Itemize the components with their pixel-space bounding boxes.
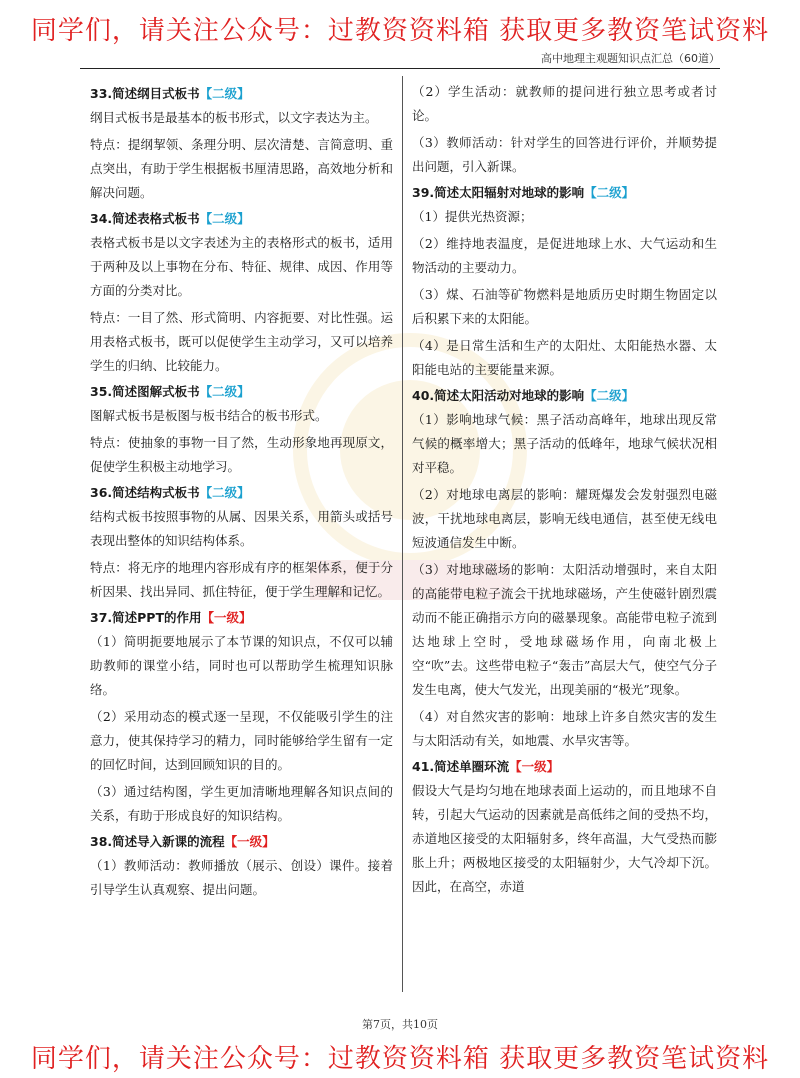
running-header: 高中地理主观题知识点汇总（60道） bbox=[541, 52, 720, 65]
promo-banner-bottom: 同学们，请关注公众号：过教资资料箱 获取更多教资笔试资料 bbox=[30, 1044, 770, 1074]
question-38-heading: 38.简述导入新课的流程 bbox=[90, 834, 225, 849]
header-rule bbox=[80, 68, 720, 69]
question-34-level-badge: 【二级】 bbox=[199, 211, 250, 226]
question-38-level-badge: 【一级】 bbox=[224, 834, 275, 849]
question-40-para-4: （4）对自然灾害的影响：地球上许多自然灾害的发生与太阳活动有关，如地震、水旱灾害等。 bbox=[412, 709, 717, 748]
question-41-level-badge: 【一级】 bbox=[509, 759, 560, 774]
question-36-level-badge: 【二级】 bbox=[199, 485, 250, 500]
question-36-heading: 36.简述结构式板书 bbox=[90, 485, 200, 500]
promo-banner-top: 同学们，请关注公众号：过教资资料箱 获取更多教资笔试资料 bbox=[30, 16, 770, 46]
question-35-heading: 35.简述图解式板书 bbox=[90, 384, 200, 399]
question-35-para-1: 图解式板书是板图与板书结合的板书形式。 bbox=[90, 408, 328, 423]
question-39-heading: 39.简述太阳辐射对地球的影响 bbox=[412, 185, 585, 200]
question-37-para-1: （1）简明扼要地展示了本节课的知识点，不仅可以辅助教师的课堂小结，同时也可以帮助学生梳理知识脉络。 bbox=[90, 634, 393, 697]
question-33-para-1: 纲目式板书是最基本的板书形式，以文字表达为主。 bbox=[90, 110, 378, 125]
question-39-para-3: （3）煤、石油等矿物燃料是地质历史时期生物固定以后积累下来的太阳能。 bbox=[412, 287, 717, 326]
question-40-title bbox=[412, 386, 717, 406]
question-37-para-3: （3）通过结构图，学生更加清晰地理解各知识点间的关系，有助于形成良好的知识结构。 bbox=[90, 784, 393, 823]
question-39-level-badge: 【二级】 bbox=[584, 185, 635, 200]
question-41-heading: 41.简述单圈环流 bbox=[412, 759, 510, 774]
question-40-para-3: （3）对地球磁场的影响：太阳活动增强时，来自太阳的高能带电粒子流会干扰地球磁场，产生使磁针剧烈震动而不能正确指示方向的磁暴现象。高能带电粒子流到达地球上空时，受地球磁场作用，向南北极上空“吹”去。这些带电粒子“轰击”高层大气，使空气分子发生电离，使大气发光，出现美丽的“极光”现象。 bbox=[412, 562, 717, 697]
question-40-para-1: （1）影响地球气候：黑子活动高峰年，地球出现反常气候的概率增大；黑子活动的低峰年，地球气候状况相对平稳。 bbox=[412, 412, 717, 475]
left-column bbox=[90, 80, 393, 992]
question-38-para-1: （1）教师活动：教师播放（展示、创设）课件。接着引导学生认真观察、提出问题。 bbox=[90, 858, 393, 897]
right-column bbox=[412, 80, 717, 992]
question-33-heading: 33.简述纲目式板书 bbox=[90, 86, 200, 101]
question-34-heading: 34.简述表格式板书 bbox=[90, 211, 200, 226]
question-40-para-2: （2）对地球电离层的影响：耀斑爆发会发射强烈电磁波，干扰地球电离层，影响无线电通信，甚至使无线电短波通信发生中断。 bbox=[412, 487, 717, 550]
question-39-para-2: （2）维持地表温度，是促进地球上水、大气运动和生物活动的主要动力。 bbox=[412, 236, 717, 275]
question-41-para-1: 假设大气是均匀地在地球表面上运动的，而且地球不自转，引起大气运动的因素就是高低纬之间的受热不均，赤道地区接受的太阳辐射多，终年高温，大气受热而膨胀上升；两极地区接受的太阳辐射少，大气冷却下沉。因此，在高空，赤道 bbox=[412, 783, 717, 894]
question-34-para-2: 特点：一目了然、形式简明、内容扼要、对比性强。运用表格式板书，既可以促使学生主动学习，又可以培养学生的归纳、比较能力。 bbox=[90, 310, 393, 373]
question-36-para-2: 特点：将无序的地理内容形成有序的框架体系，便于分析因果、找出异同、抓住特征，便于学生理解和记忆。 bbox=[90, 560, 393, 599]
question-34-title bbox=[90, 209, 393, 229]
question-39-para-4: （4）是日常生活和生产的太阳灶、太阳能热水器、太阳能电站的主要能量来源。 bbox=[412, 338, 717, 377]
question-33-level-badge: 【二级】 bbox=[199, 86, 250, 101]
question-38-para-3: （3）教师活动：针对学生的回答进行评价，并顺势提出问题，引入新课。 bbox=[412, 135, 717, 174]
question-35-title bbox=[90, 382, 393, 402]
question-39-title bbox=[412, 183, 717, 203]
question-34-para-1: 表格式板书是以文字表述为主的表格形式的板书，适用于两种及以上事物在分布、特征、规律、成因、作用等方面的分类对比。 bbox=[90, 235, 393, 298]
question-33-para-2: 特点：提纲挈领、条理分明、层次清楚、言简意明、重点突出，有助于学生根据板书厘清思路，高效地分析和解决问题。 bbox=[90, 137, 393, 200]
question-36-title bbox=[90, 483, 393, 503]
question-40-level-badge: 【二级】 bbox=[584, 388, 635, 403]
question-40-heading: 40.简述太阳活动对地球的影响 bbox=[412, 388, 585, 403]
question-37-heading: 37.简述PPT的作用 bbox=[90, 610, 202, 625]
question-37-para-2: （2）采用动态的模式逐一呈现，不仅能吸引学生的注意力，使其保持学习的精力，同时能够给学生留有一定的回忆时间，达到回顾知识的目的。 bbox=[90, 709, 393, 772]
question-41-title bbox=[412, 757, 717, 777]
question-36-para-1: 结构式板书按照事物的从属、因果关系，用箭头或括号表现出整体的知识结构体系。 bbox=[90, 509, 393, 548]
question-38-title bbox=[90, 832, 393, 852]
question-37-level-badge: 【一级】 bbox=[201, 610, 252, 625]
question-37-title bbox=[90, 608, 393, 628]
question-39-para-1: （1）提供光热资源； bbox=[412, 209, 533, 224]
question-35-level-badge: 【二级】 bbox=[199, 384, 250, 399]
question-33-title bbox=[90, 84, 393, 104]
column-divider bbox=[402, 76, 403, 992]
question-38-para-2: （2）学生活动：就教师的提问进行独立思考或者讨论。 bbox=[412, 84, 717, 123]
question-35-para-2: 特点：使抽象的事物一目了然，生动形象地再现原文，促使学生积极主动地学习。 bbox=[90, 435, 393, 474]
page-number: 第7页，共10页 bbox=[362, 1018, 438, 1031]
